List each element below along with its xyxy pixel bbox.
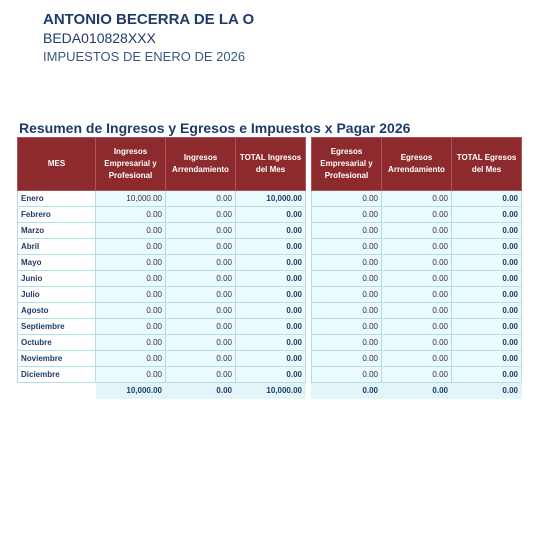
expense-row bbox=[312, 303, 522, 319]
income-header-row bbox=[18, 138, 306, 191]
expense-total-cell: 0.00 bbox=[452, 255, 522, 271]
income-row bbox=[18, 335, 306, 351]
month-cell: Enero bbox=[18, 191, 96, 207]
month-cell: Julio bbox=[18, 287, 96, 303]
expense-row bbox=[312, 191, 522, 207]
expense-row bbox=[312, 223, 522, 239]
expense-table-body bbox=[312, 191, 522, 399]
taxpayer-name: ANTONIO BECERRA DE LA O bbox=[43, 11, 255, 28]
expense-business-cell: 0.00 bbox=[312, 351, 382, 367]
income-total-cell: 0.00 bbox=[236, 271, 306, 287]
income-total-cell: 0.00 bbox=[236, 335, 306, 351]
income-table-body bbox=[18, 191, 306, 399]
expense-totals-row bbox=[312, 383, 522, 399]
income-business-cell: 0.00 bbox=[96, 287, 166, 303]
expense-row bbox=[312, 271, 522, 287]
expense-total-cell: 0.00 bbox=[452, 367, 522, 383]
income-business-cell: 0.00 bbox=[96, 207, 166, 223]
month-cell: Junio bbox=[18, 271, 96, 287]
income-total-cell: 0.00 bbox=[236, 223, 306, 239]
expense-table bbox=[311, 137, 522, 399]
expense-total-cell: 0.00 bbox=[452, 351, 522, 367]
expense-row bbox=[312, 351, 522, 367]
income-rental-cell: 0.00 bbox=[166, 367, 236, 383]
income-rental-cell: 0.00 bbox=[166, 239, 236, 255]
month-cell: Octubre bbox=[18, 335, 96, 351]
month-cell: Marzo bbox=[18, 223, 96, 239]
col-header-income-business: Ingresos Empresarial y Profesional bbox=[96, 138, 166, 191]
expense-business-cell: 0.00 bbox=[312, 303, 382, 319]
income-total-cell: 0.00 bbox=[236, 255, 306, 271]
income-total-cell: 0.00 bbox=[236, 303, 306, 319]
expense-rental-cell: 0.00 bbox=[382, 319, 452, 335]
income-rental-cell: 0.00 bbox=[166, 207, 236, 223]
expense-total-cell: 0.00 bbox=[452, 191, 522, 207]
col-header-expense-total: TOTAL Egresos del Mes bbox=[452, 138, 522, 191]
income-row bbox=[18, 207, 306, 223]
expense-business-cell: 0.00 bbox=[312, 271, 382, 287]
expense-business-cell: 0.00 bbox=[312, 319, 382, 335]
col-header-income-total: TOTAL Ingresos del Mes bbox=[236, 138, 306, 191]
income-row bbox=[18, 255, 306, 271]
col-header-month: MES bbox=[18, 138, 96, 191]
expense-total-cell: 0.00 bbox=[452, 223, 522, 239]
taxpayer-rfc: BEDA010828XXX bbox=[43, 30, 156, 46]
income-total-cell: 0.00 bbox=[236, 287, 306, 303]
income-business-cell: 0.00 bbox=[96, 271, 166, 287]
expense-business-cell: 0.00 bbox=[312, 335, 382, 351]
month-cell: Febrero bbox=[18, 207, 96, 223]
expense-rental-cell: 0.00 bbox=[382, 255, 452, 271]
income-row bbox=[18, 367, 306, 383]
tax-period: IMPUESTOS DE ENERO DE 2026 bbox=[43, 49, 246, 64]
expense-business-cell: 0.00 bbox=[312, 367, 382, 383]
income-total-cell: 0.00 bbox=[236, 207, 306, 223]
expense-row bbox=[312, 239, 522, 255]
income-grand-total: 10,000.00 bbox=[236, 383, 306, 399]
income-business-cell: 0.00 bbox=[96, 319, 166, 335]
income-rental-cell: 0.00 bbox=[166, 319, 236, 335]
col-header-expense-business: Egresos Empresarial y Profesional bbox=[312, 138, 382, 191]
income-row bbox=[18, 319, 306, 335]
expense-row bbox=[312, 367, 522, 383]
month-cell: Mayo bbox=[18, 255, 96, 271]
expense-row bbox=[312, 255, 522, 271]
expense-row bbox=[312, 335, 522, 351]
expense-business-cell: 0.00 bbox=[312, 223, 382, 239]
income-business-cell: 10,000.00 bbox=[96, 191, 166, 207]
income-row bbox=[18, 239, 306, 255]
expense-rental-cell: 0.00 bbox=[382, 287, 452, 303]
expense-rental-cell: 0.00 bbox=[382, 335, 452, 351]
expense-rental-cell: 0.00 bbox=[382, 271, 452, 287]
income-rental-total: 0.00 bbox=[166, 383, 236, 399]
expense-rental-cell: 0.00 bbox=[382, 223, 452, 239]
income-rental-cell: 0.00 bbox=[166, 303, 236, 319]
income-row bbox=[18, 287, 306, 303]
expense-total-cell: 0.00 bbox=[452, 239, 522, 255]
expense-business-cell: 0.00 bbox=[312, 191, 382, 207]
expense-business-cell: 0.00 bbox=[312, 207, 382, 223]
expense-rental-total: 0.00 bbox=[382, 383, 452, 399]
income-business-cell: 0.00 bbox=[96, 239, 166, 255]
expense-grand-total: 0.00 bbox=[452, 383, 522, 399]
expense-rental-cell: 0.00 bbox=[382, 239, 452, 255]
totals-blank-cell bbox=[18, 383, 96, 399]
month-cell: Noviembre bbox=[18, 351, 96, 367]
expense-total-cell: 0.00 bbox=[452, 303, 522, 319]
income-business-cell: 0.00 bbox=[96, 255, 166, 271]
income-totals-row bbox=[18, 383, 306, 399]
month-cell: Agosto bbox=[18, 303, 96, 319]
expense-rental-cell: 0.00 bbox=[382, 191, 452, 207]
income-row bbox=[18, 271, 306, 287]
expense-business-cell: 0.00 bbox=[312, 255, 382, 271]
month-cell: Diciembre bbox=[18, 367, 96, 383]
income-rental-cell: 0.00 bbox=[166, 255, 236, 271]
income-total-cell: 0.00 bbox=[236, 319, 306, 335]
income-total-cell: 0.00 bbox=[236, 239, 306, 255]
income-business-cell: 0.00 bbox=[96, 303, 166, 319]
income-rental-cell: 0.00 bbox=[166, 287, 236, 303]
income-row bbox=[18, 351, 306, 367]
income-row bbox=[18, 223, 306, 239]
month-cell: Septiembre bbox=[18, 319, 96, 335]
income-business-cell: 0.00 bbox=[96, 367, 166, 383]
expense-row bbox=[312, 287, 522, 303]
month-cell: Abril bbox=[18, 239, 96, 255]
expense-rental-cell: 0.00 bbox=[382, 207, 452, 223]
expense-header-row bbox=[312, 138, 522, 191]
income-rental-cell: 0.00 bbox=[166, 271, 236, 287]
expense-rental-cell: 0.00 bbox=[382, 367, 452, 383]
income-business-cell: 0.00 bbox=[96, 351, 166, 367]
expense-business-total: 0.00 bbox=[312, 383, 382, 399]
income-row bbox=[18, 303, 306, 319]
income-total-cell: 10,000.00 bbox=[236, 191, 306, 207]
expense-total-cell: 0.00 bbox=[452, 335, 522, 351]
income-business-cell: 0.00 bbox=[96, 335, 166, 351]
income-table bbox=[17, 137, 306, 399]
income-rental-cell: 0.00 bbox=[166, 223, 236, 239]
col-header-income-rental: Ingresos Arrendamiento bbox=[166, 138, 236, 191]
section-title: Resumen de Ingresos y Egresos e Impuestos x Pagar 2026 bbox=[19, 120, 411, 136]
expense-business-cell: 0.00 bbox=[312, 239, 382, 255]
expense-rental-cell: 0.00 bbox=[382, 351, 452, 367]
expense-rental-cell: 0.00 bbox=[382, 303, 452, 319]
expense-total-cell: 0.00 bbox=[452, 207, 522, 223]
expense-total-cell: 0.00 bbox=[452, 287, 522, 303]
income-rental-cell: 0.00 bbox=[166, 335, 236, 351]
expense-row bbox=[312, 319, 522, 335]
expense-total-cell: 0.00 bbox=[452, 271, 522, 287]
income-total-cell: 0.00 bbox=[236, 367, 306, 383]
expense-row bbox=[312, 207, 522, 223]
income-total-cell: 0.00 bbox=[236, 351, 306, 367]
expense-business-cell: 0.00 bbox=[312, 287, 382, 303]
income-business-cell: 0.00 bbox=[96, 223, 166, 239]
income-row bbox=[18, 191, 306, 207]
income-rental-cell: 0.00 bbox=[166, 351, 236, 367]
expense-total-cell: 0.00 bbox=[452, 319, 522, 335]
income-rental-cell: 0.00 bbox=[166, 191, 236, 207]
col-header-expense-rental: Egresos Arrendamiento bbox=[382, 138, 452, 191]
income-business-total: 10,000.00 bbox=[96, 383, 166, 399]
